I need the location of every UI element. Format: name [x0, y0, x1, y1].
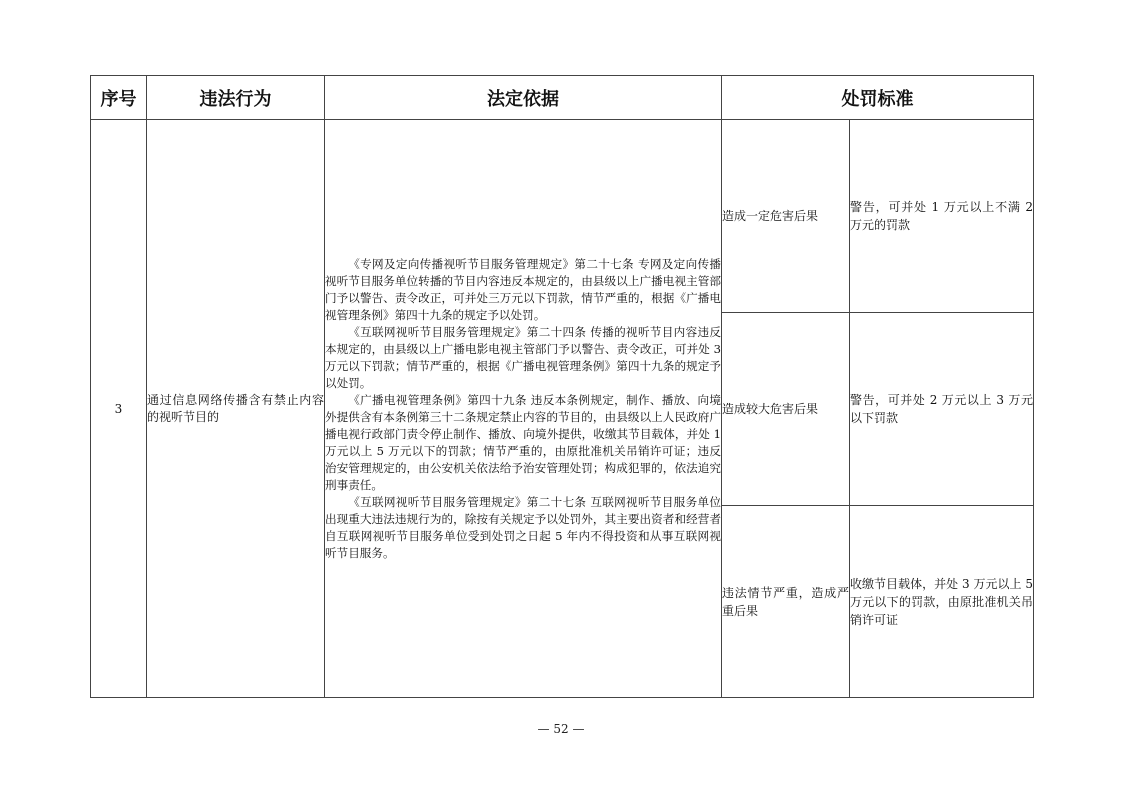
header-row — [91, 76, 1034, 120]
header-seq: 序号 — [91, 76, 147, 120]
basis-paragraph: 《互联网视听节目服务管理规定》第二十四条 传播的视听节目内容违反本规定的，由县级以上广播电影电视主管部门予以警告、责令改正，可并处 3 万元以下罚款；情节严重的，根据《广播电视管理条例》第四十九条的规定予以处罚。 — [325, 324, 721, 390]
row-violation: 通过信息网络传播含有禁止内容的视听节目的 — [147, 120, 325, 698]
table-row — [91, 120, 1034, 313]
basis-paragraph: 《专网及定向传播视听节目服务管理规定》第二十七条 专网及定向传播视听节目服务单位转播的节目内容违反本规定的，由县级以上广播电视主管部门予以警告、责令改正，可并处三万元以下罚款，情节严重的，根据《广播电视管理条例》第四十九条的规定予以处罚。 — [325, 256, 721, 322]
header-violation: 违法行为 — [147, 76, 325, 120]
penalty-table — [90, 75, 1034, 698]
basis-paragraph: 《互联网视听节目服务管理规定》第二十七条 互联网视听节目服务单位出现重大违法违规行为的，除按有关规定予以处罚外，其主要出资者和经营者自互联网视听节目服务单位受到处罚之日起 5 年内不得投资和从事互联网视听节目服务。 — [325, 494, 721, 560]
condition-cell: 造成一定危害后果 — [722, 120, 850, 313]
header-penalty: 处罚标准 — [722, 76, 1034, 120]
condition-cell: 造成较大危害后果 — [722, 313, 850, 506]
penalty-cell: 警告，可并处 1 万元以上不满 2 万元的罚款 — [850, 120, 1034, 313]
row-seq: 3 — [91, 120, 147, 698]
basis-paragraph: 《广播电视管理条例》第四十九条 违反本条例规定，制作、播放、向境外提供含有本条例第三十二条规定禁止内容的节目的，由县级以上人民政府广播电视行政部门责令停止制作、播放、向境外提供，收缴其节目载体，并处 1 万元以上 5 万元以下的罚款；情节严重的，由原批准机关吊销许可证；违反治安管理规定的，由公安机关依法给予治安管理处罚；构成犯罪的，依法追究刑事责任。 — [325, 392, 721, 492]
penalty-cell: 警告，可并处 2 万元以上 3 万元以下罚款 — [850, 313, 1034, 506]
penalty-cell: 收缴节目载体，并处 3 万元以上 5 万元以下的罚款，由原批准机关吊销许可证 — [850, 506, 1034, 698]
condition-cell: 违法情节严重，造成严重后果 — [722, 506, 850, 698]
row-legal-basis — [325, 120, 722, 698]
page-number: — 52 — — [537, 722, 585, 736]
header-basis: 法定依据 — [325, 76, 722, 120]
